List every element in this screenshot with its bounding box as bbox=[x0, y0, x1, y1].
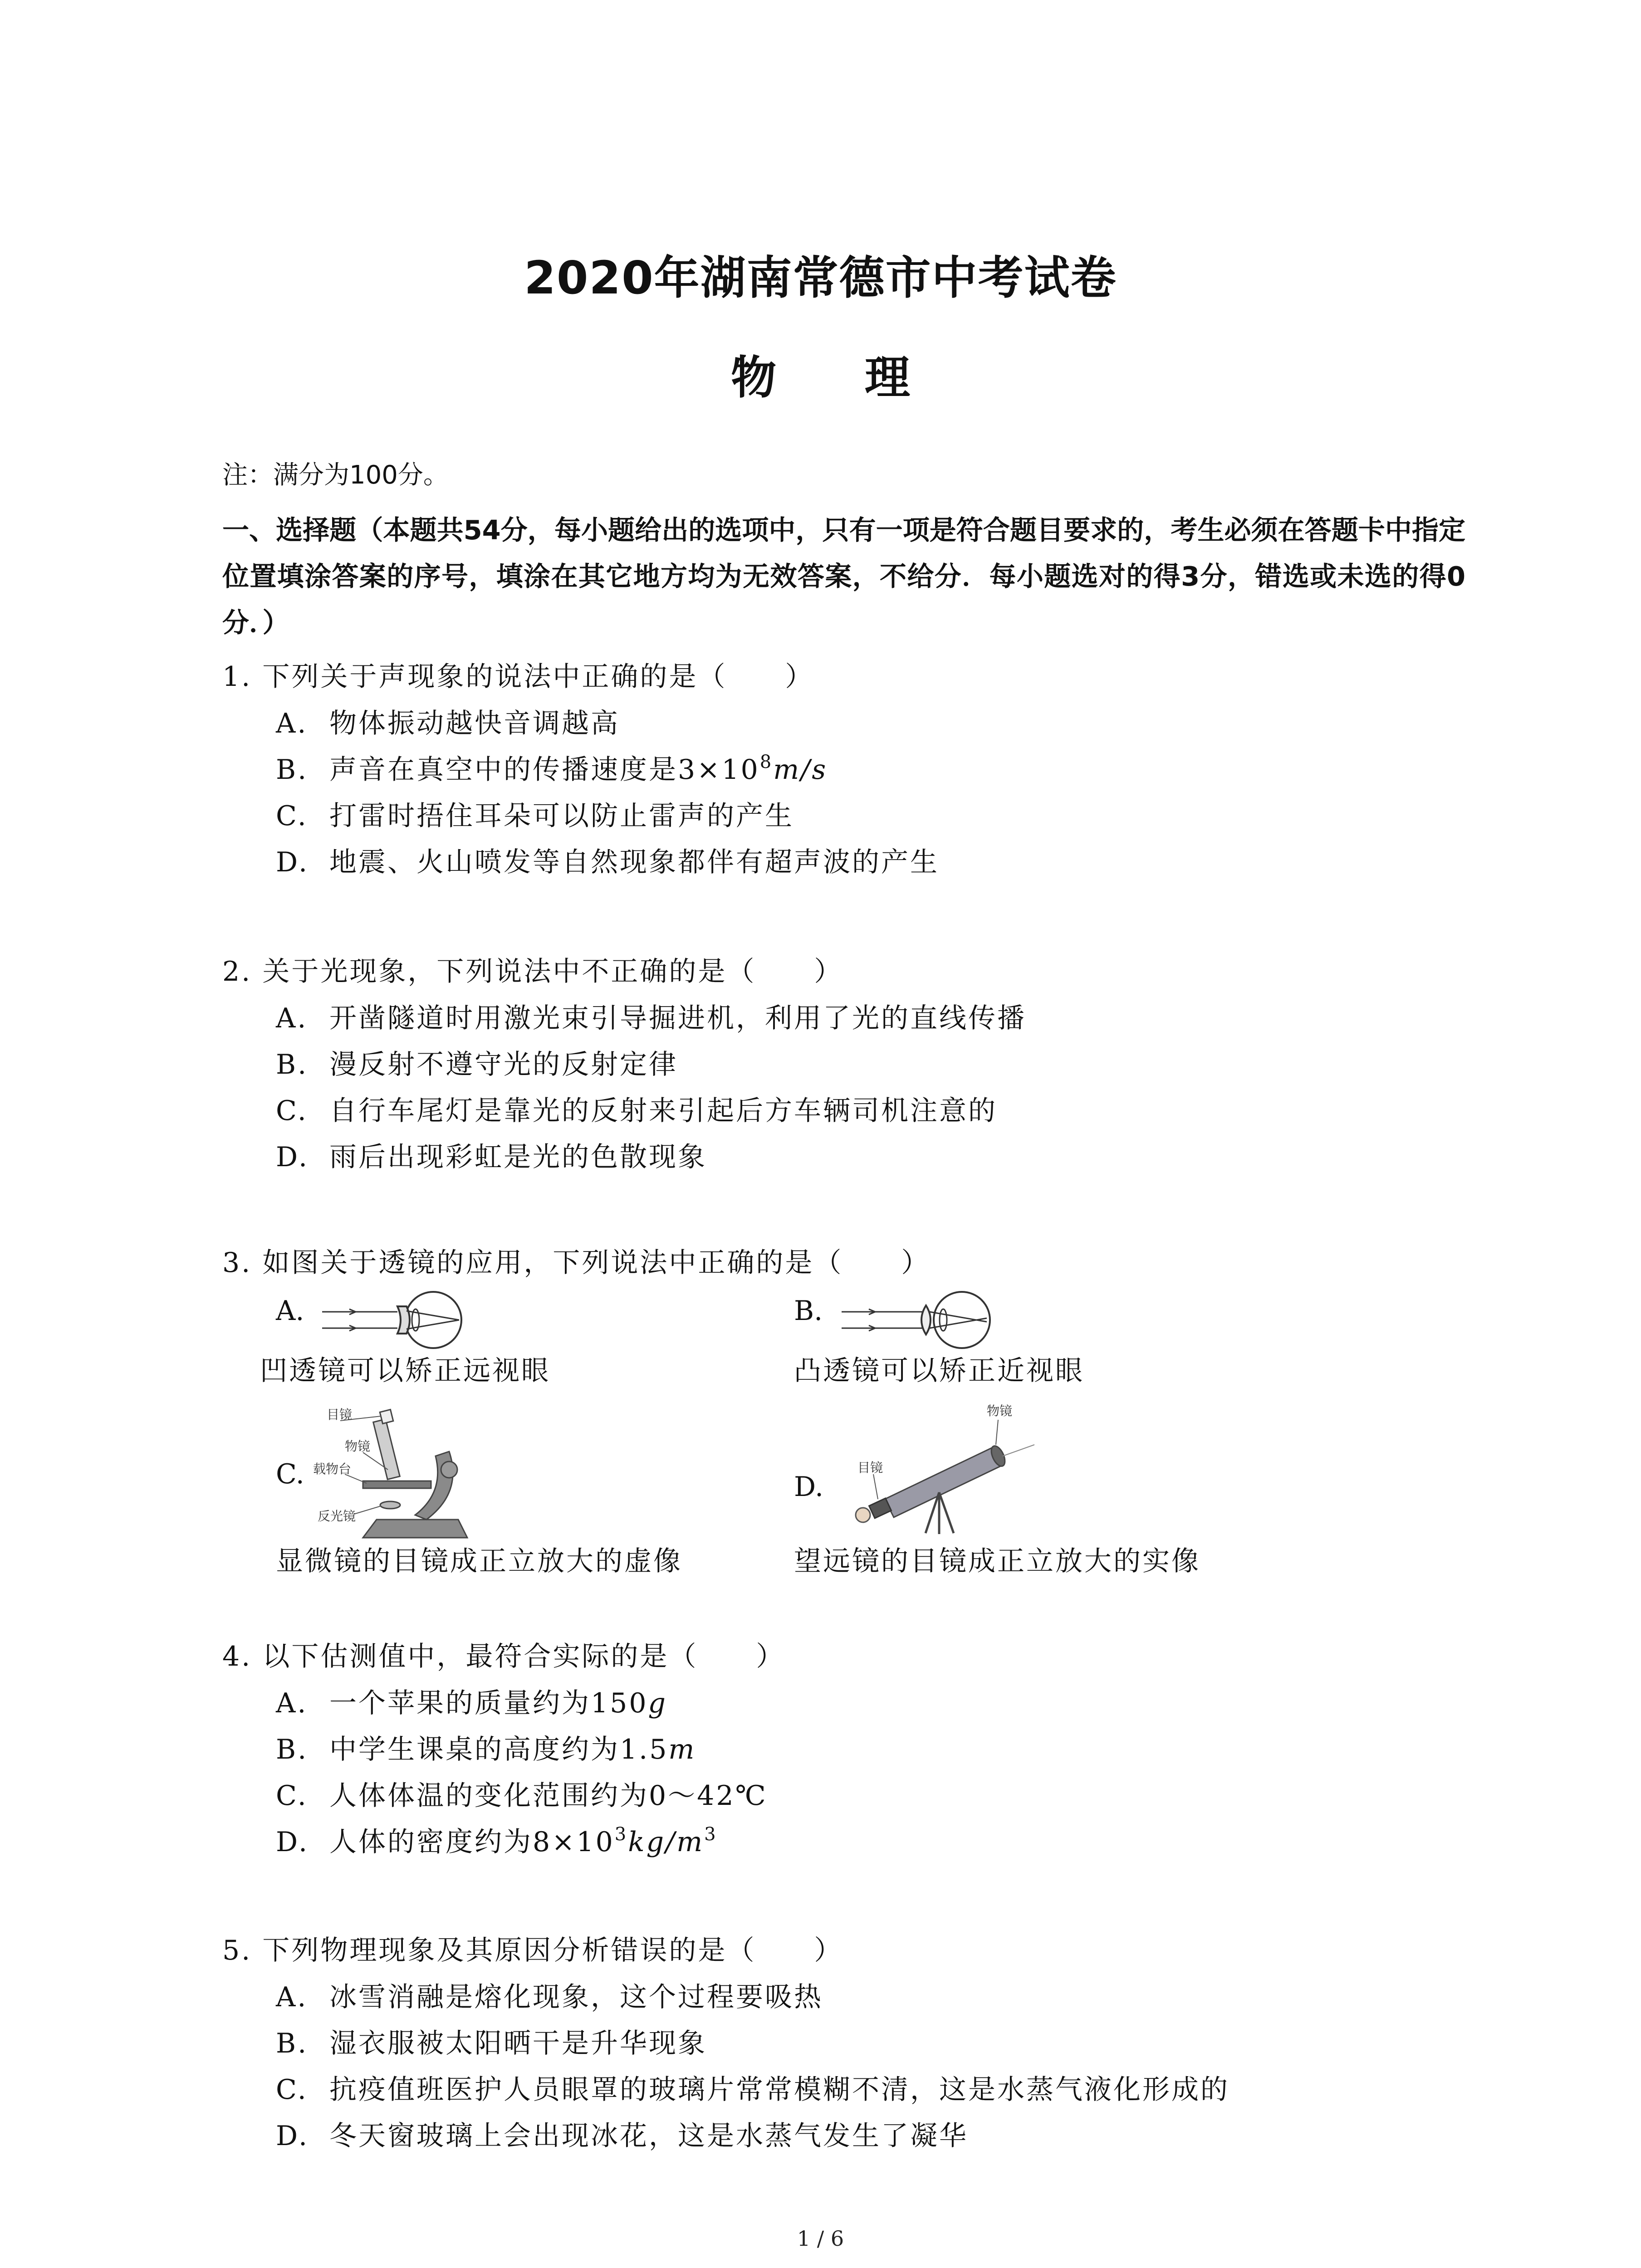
exam-subject: 物 理 bbox=[731, 351, 946, 404]
option-d bbox=[222, 2113, 1538, 2159]
option-b bbox=[222, 747, 1538, 793]
question-stem: 4. 以下估测值中，最符合实际的是（ ） bbox=[222, 1641, 785, 1672]
option-text: 人体的密度约为8×10 bbox=[329, 1826, 615, 1858]
option-a bbox=[222, 995, 1538, 1041]
option-letter: C. bbox=[276, 1458, 304, 1490]
light-ray-icon bbox=[930, 1318, 987, 1328]
unit: m bbox=[668, 1734, 696, 1765]
tripod-leg-icon bbox=[939, 1492, 954, 1533]
option-text: 雨后出现彩虹是光的色散现象 bbox=[329, 1141, 707, 1173]
option-letter: C. bbox=[276, 800, 308, 832]
question-stem: 1. 下列关于声现象的说法中正确的是（ ） bbox=[222, 661, 814, 693]
option-text: 打雷时捂住耳朵可以防止雷声的产生 bbox=[329, 800, 794, 832]
option-text: 人体体温的变化范围约为0～42℃ bbox=[329, 1780, 768, 1812]
option-b bbox=[222, 1041, 1538, 1088]
label-eyepiece: 目镜 bbox=[327, 1407, 353, 1422]
option-b bbox=[222, 2020, 1538, 2067]
unit: kg/m bbox=[628, 1826, 705, 1858]
figure-caption: 凸透镜可以矫正近视眼 bbox=[794, 1355, 1084, 1387]
stage-icon bbox=[363, 1481, 431, 1488]
exponent: 8 bbox=[759, 752, 774, 772]
option-text: 湿衣服被太阳晒干是升华现象 bbox=[329, 2028, 707, 2059]
question-stem: 3. 如图关于透镜的应用，下列说法中正确的是（ ） bbox=[222, 1247, 931, 1279]
option-text: 物体振动越快音调越高 bbox=[329, 708, 620, 739]
observer-eye-icon bbox=[856, 1508, 870, 1522]
question-stem: 5. 下列物理现象及其原因分析错误的是（ ） bbox=[222, 1935, 843, 1966]
option-text: 漫反射不遵守光的反射定律 bbox=[329, 1049, 678, 1080]
option-a bbox=[222, 1974, 1538, 2020]
section-instructions: 一、选择题（本题共54分，每小题给出的选项中，只有一项是符合题目要求的，考生必须在答题卡中指定位置填涂答案的序号，填涂在其它地方均为无效答案，不给分．每小题选对的得3分，错选或未选的得0分．） bbox=[222, 514, 1465, 638]
question-stem: 2. 关于光现象，下列说法中不正确的是（ ） bbox=[222, 956, 843, 987]
option-letter: A. bbox=[276, 1295, 304, 1327]
question-4 bbox=[222, 1633, 1538, 1865]
question-5 bbox=[222, 1927, 1538, 2159]
unit: m/s bbox=[773, 754, 828, 786]
option-text: 抗疫值班医护人员眼罩的玻璃片常常模糊不清，这是水蒸气液化形成的 bbox=[329, 2074, 1230, 2106]
focus-knob-icon bbox=[441, 1461, 457, 1478]
option-letter: D. bbox=[276, 846, 309, 878]
option-letter: A. bbox=[276, 1002, 308, 1034]
label-objective: 物镜 bbox=[987, 1403, 1013, 1418]
option-letter: B. bbox=[276, 754, 309, 786]
option-a bbox=[222, 1680, 1538, 1726]
eye-lens-icon bbox=[940, 1309, 947, 1331]
option-letter: D. bbox=[794, 1471, 824, 1503]
option-letter: B. bbox=[794, 1295, 823, 1327]
label-leader-line bbox=[996, 1420, 998, 1445]
label-stage: 载物台 bbox=[313, 1461, 352, 1476]
page-number: 1 / 6 bbox=[797, 2226, 844, 2251]
light-ray-icon bbox=[1003, 1445, 1034, 1456]
option-letter: D. bbox=[276, 1826, 309, 1858]
option-d bbox=[794, 1402, 1384, 1583]
score-note: 注：满分为100分。 bbox=[222, 460, 449, 490]
microscope-base-icon bbox=[363, 1520, 467, 1538]
option-text: 冰雪消融是熔化现象，这个过程要吸热 bbox=[329, 1981, 823, 2013]
convex-lens-icon bbox=[921, 1305, 931, 1334]
option-letter: B. bbox=[276, 2028, 309, 2059]
option-letter: B. bbox=[276, 1049, 309, 1080]
exponent: 3 bbox=[614, 1824, 628, 1845]
option-text: 一个苹果的质量约为150 bbox=[329, 1687, 648, 1719]
option-letter: D. bbox=[276, 1141, 309, 1173]
mirror-icon bbox=[380, 1501, 400, 1509]
eye-concave-lens-diagram bbox=[318, 1288, 481, 1352]
exponent: 3 bbox=[704, 1824, 718, 1845]
option-letter: A. bbox=[276, 1687, 308, 1719]
option-d bbox=[222, 1134, 1538, 1180]
option-letter: C. bbox=[276, 1780, 308, 1812]
option-letter: A. bbox=[276, 708, 308, 739]
option-text: 中学生课桌的高度约为1.5 bbox=[329, 1734, 669, 1765]
option-text: 开凿隧道时用激光束引导掘进机，利用了光的直线传播 bbox=[329, 1002, 1026, 1034]
option-text: 声音在真空中的传播速度是3×10 bbox=[329, 754, 760, 786]
eye-convex-lens-diagram bbox=[837, 1288, 1009, 1352]
option-letter: D. bbox=[276, 2120, 309, 2152]
option-text: 自行车尾灯是靠光的反射来引起后方车辆司机注意的 bbox=[329, 1095, 997, 1127]
label-leader-line bbox=[873, 1474, 878, 1499]
question-2 bbox=[222, 948, 1538, 1180]
option-letter: A. bbox=[276, 1981, 308, 2013]
microscope-diagram bbox=[313, 1402, 504, 1547]
question-3 bbox=[222, 1239, 1538, 1286]
figure-caption: 显微镜的目镜成正立放大的虚像 bbox=[276, 1545, 682, 1577]
option-c bbox=[222, 1402, 789, 1583]
option-c bbox=[222, 1088, 1538, 1134]
label-objective: 物镜 bbox=[345, 1439, 371, 1454]
option-letter: C. bbox=[276, 2074, 308, 2106]
option-letter: C. bbox=[276, 1095, 308, 1127]
option-text: 冬天窗玻璃上会出现冰花，这是水蒸气发生了凝华 bbox=[329, 2120, 968, 2152]
microscope-tube-icon bbox=[373, 1419, 400, 1480]
unit: g bbox=[648, 1687, 667, 1719]
exam-title: 2020年湖南常德市中考试卷 bbox=[524, 251, 1117, 304]
option-c bbox=[222, 793, 1538, 839]
option-d bbox=[222, 1819, 1538, 1865]
option-letter: B. bbox=[276, 1734, 309, 1765]
figure-caption: 望远镜的目镜成正立放大的实像 bbox=[794, 1545, 1200, 1577]
option-a bbox=[222, 700, 1538, 747]
telescope-diagram bbox=[830, 1402, 1039, 1538]
label-leader-line bbox=[354, 1506, 381, 1514]
figure-caption: 凹透镜可以矫正远视眼 bbox=[260, 1355, 550, 1387]
option-d bbox=[222, 839, 1538, 885]
label-mirror: 反光镜 bbox=[318, 1509, 356, 1524]
option-c bbox=[222, 1773, 1538, 1819]
option-text: 地震、火山喷发等自然现象都伴有超声波的产生 bbox=[329, 846, 939, 878]
question-1 bbox=[222, 653, 1538, 885]
option-c bbox=[222, 2067, 1538, 2113]
option-b bbox=[222, 1726, 1538, 1773]
label-eyepiece: 目镜 bbox=[857, 1460, 883, 1475]
eyepiece-icon bbox=[380, 1409, 393, 1423]
